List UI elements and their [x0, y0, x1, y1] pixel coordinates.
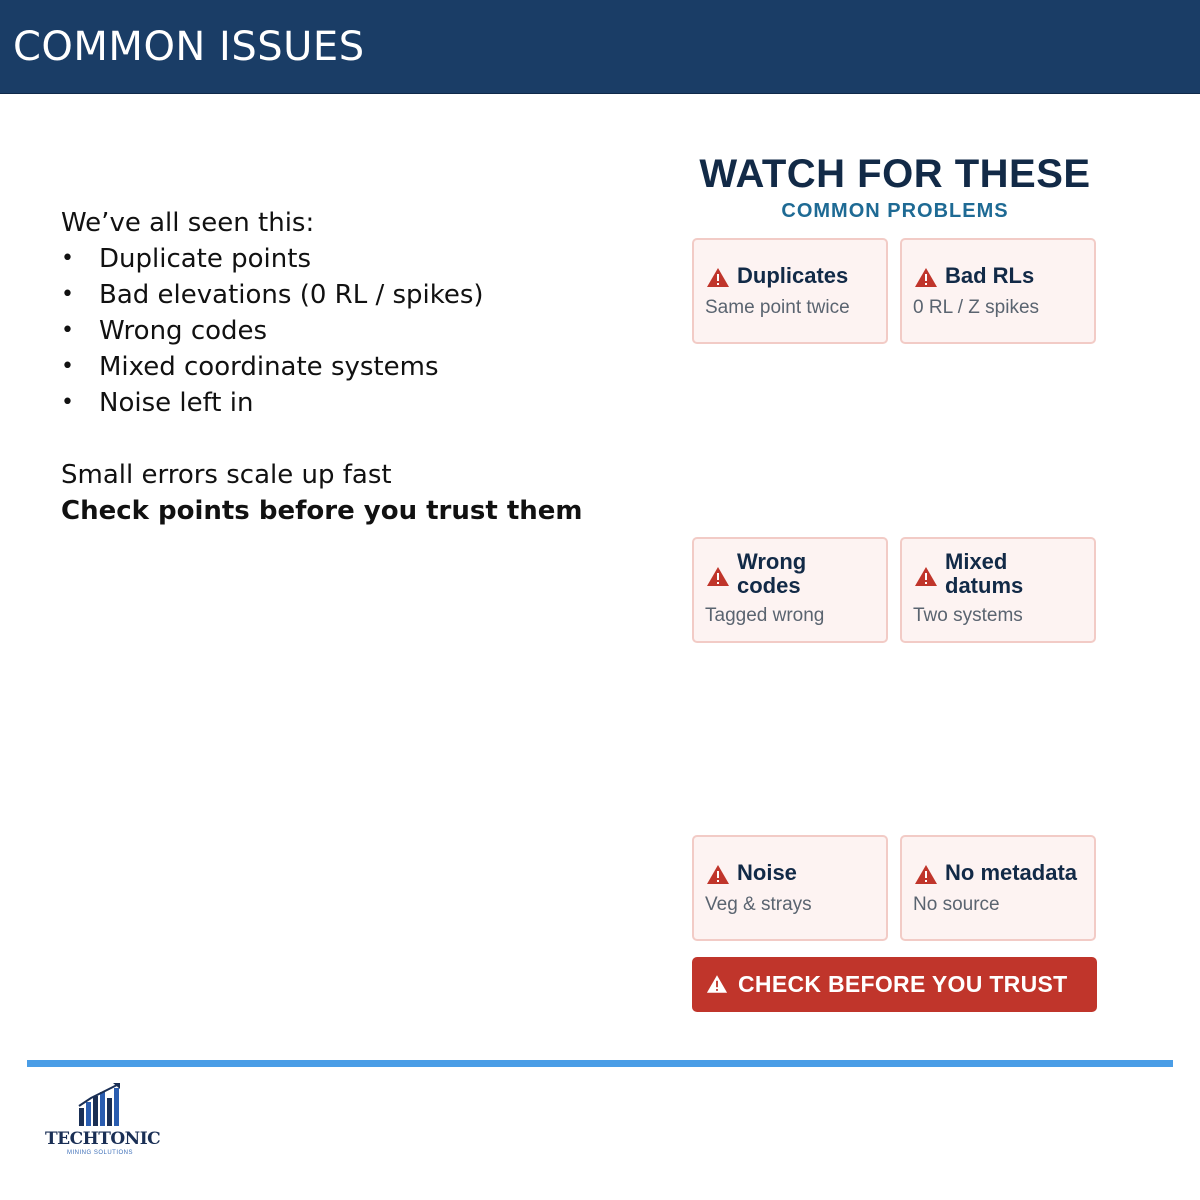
list-item-label: Wrong codes [99, 316, 268, 346]
page-title: COMMON ISSUES [13, 24, 365, 70]
list-item-label: Duplicate points [99, 244, 311, 274]
list-item [61, 241, 621, 277]
closing-emphasis: Check points before you trust them [61, 496, 583, 526]
techtonic-logo [45, 1082, 161, 1162]
intro-text [61, 205, 621, 529]
header-bar [0, 0, 1200, 94]
card-title: Duplicates [737, 263, 849, 288]
list-item [61, 313, 621, 349]
check-before-trust-banner [692, 957, 1097, 1012]
list-item-label: Mixed coordinate systems [99, 352, 439, 382]
warning-icon [706, 267, 730, 288]
bullet-glyph: • [61, 246, 74, 271]
warning-icon [706, 974, 728, 994]
issue-card-mixed-datums [900, 537, 1096, 643]
intro-lead: We’ve all seen this: [61, 208, 315, 238]
issue-card-duplicates [692, 238, 888, 344]
bar-chart-logo-icon [77, 1082, 123, 1128]
card-subtitle: Two systems [913, 605, 1023, 626]
list-item [61, 277, 621, 313]
card-title: Noise [737, 860, 797, 885]
bullet-glyph: • [61, 318, 74, 343]
warning-icon [706, 566, 730, 587]
card-subtitle: Same point twice [705, 297, 850, 318]
list-item [61, 385, 621, 421]
issue-card-bad-rls [900, 238, 1096, 344]
card-subtitle: 0 RL / Z spikes [913, 297, 1040, 318]
card-subtitle: Tagged wrong [705, 605, 825, 626]
footer-divider [27, 1060, 1173, 1067]
bullet-glyph: • [61, 354, 74, 379]
card-title: Mixed datums [945, 549, 1024, 598]
warning-icon [914, 864, 938, 885]
banner-label: CHECK BEFORE YOU TRUST [738, 971, 1068, 997]
card-title: Wrong codes [737, 549, 807, 598]
issue-card-wrong-codes [692, 537, 888, 643]
issue-list [61, 241, 621, 421]
list-item-label: Bad elevations (0 RL / spikes) [99, 280, 484, 310]
list-item [61, 349, 621, 385]
bullet-glyph: • [61, 282, 74, 307]
warning-icon [914, 566, 938, 587]
warning-icon [706, 864, 730, 885]
card-subtitle: No source [913, 894, 1000, 915]
list-item-label: Noise left in [99, 388, 254, 418]
card-subtitle: Veg & strays [705, 894, 812, 915]
panel-subtitle: COMMON PROBLEMS [781, 200, 1009, 222]
bullet-glyph: • [61, 390, 74, 415]
logo-tagline: MINING SOLUTIONS [66, 1150, 133, 1156]
issue-card-noise [692, 835, 888, 941]
warning-icon [914, 267, 938, 288]
logo-wordmark: TECHTONIC [45, 1129, 161, 1149]
card-title: No metadata [945, 860, 1078, 885]
card-title: Bad RLs [945, 263, 1035, 288]
issue-card-no-metadata [900, 835, 1096, 941]
closing-text: Small errors scale up fast [61, 460, 392, 490]
panel-title: WATCH FOR THESE [699, 152, 1091, 196]
